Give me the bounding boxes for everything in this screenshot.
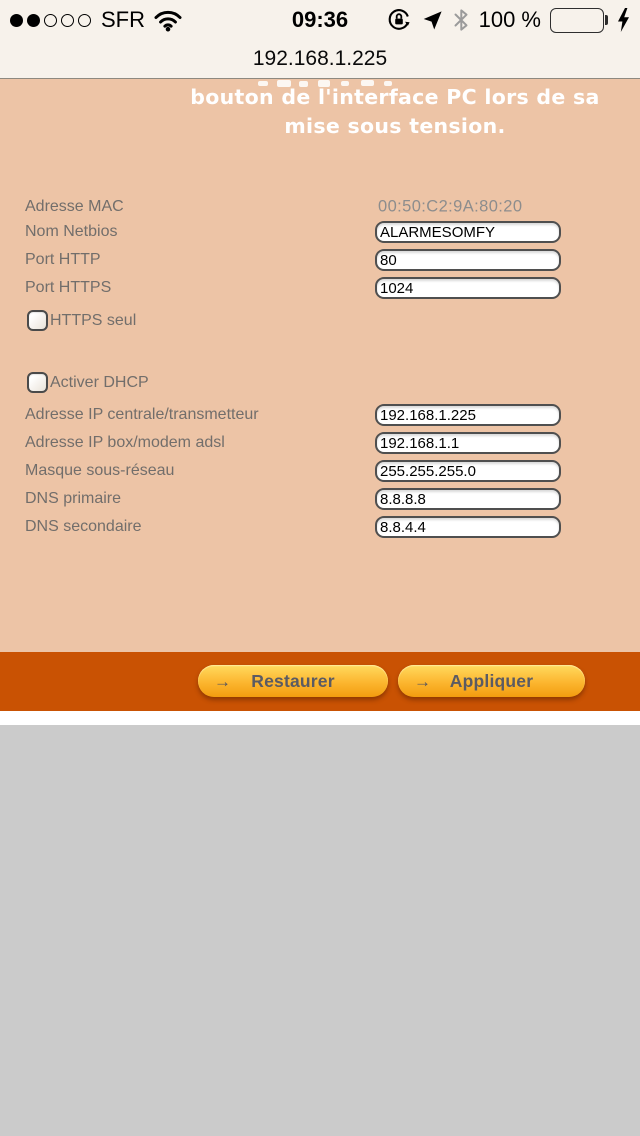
field-label: DNS primaire <box>25 490 122 507</box>
field-label: DNS secondaire <box>25 518 142 535</box>
restaurer-button[interactable] <box>198 665 388 697</box>
field-label: Port HTTP <box>25 251 101 268</box>
browser-empty-area <box>0 725 640 1136</box>
field-label: Adresse MAC <box>25 198 124 215</box>
bluetooth-icon <box>453 8 470 32</box>
url-text[interactable]: 192.168.1.225 <box>252 47 388 70</box>
signal-dot-empty <box>78 14 91 27</box>
page-content <box>0 79 640 652</box>
status-left-group <box>10 0 183 40</box>
ip-box-input[interactable] <box>375 432 561 454</box>
field-label: Port HTTPS <box>25 279 112 296</box>
ip-centrale-input[interactable] <box>375 404 561 426</box>
netmask-input[interactable] <box>375 460 561 482</box>
https-port-input[interactable] <box>375 277 561 299</box>
page-bottom-margin <box>0 711 640 725</box>
field-row-mac <box>0 196 640 218</box>
field-row-https-port <box>0 277 640 299</box>
arrow-icon: → <box>414 671 431 691</box>
wifi-icon <box>153 9 183 32</box>
dhcp-checkbox[interactable] <box>27 372 48 393</box>
http-port-input[interactable] <box>375 249 561 271</box>
dns-secondary-input[interactable] <box>375 516 561 538</box>
url-bar[interactable] <box>0 40 640 79</box>
status-bar <box>0 0 640 40</box>
field-row-ip-centrale <box>0 404 640 426</box>
dns-primary-input[interactable] <box>375 488 561 510</box>
battery-nub <box>605 15 608 25</box>
field-row-netmask <box>0 460 640 482</box>
https-only-checkbox[interactable] <box>27 310 48 331</box>
cell-signal-icon <box>10 14 91 27</box>
heading-line-1: bouton de l'interface PC lors de sa <box>190 85 600 109</box>
https-only-checkbox-row <box>27 310 136 331</box>
appliquer-button-label: Appliquer <box>449 670 534 691</box>
battery-percent-label: 100 % <box>478 7 541 32</box>
field-row-dns-primary <box>0 488 640 510</box>
dhcp-checkbox-row <box>27 372 149 393</box>
signal-dot-empty <box>44 14 57 27</box>
rotation-lock-icon <box>386 7 412 33</box>
field-label: Adresse IP centrale/transmetteur <box>25 406 259 423</box>
battery-icon <box>550 8 608 33</box>
field-row-netbios <box>0 221 640 243</box>
page-heading <box>0 83 640 141</box>
field-row-http-port <box>0 249 640 271</box>
signal-dot-empty <box>61 14 74 27</box>
action-bar <box>0 652 640 711</box>
field-row-dns-secondary <box>0 516 640 538</box>
arrow-icon: → <box>214 671 231 691</box>
field-label: Adresse IP box/modem adsl <box>25 434 225 451</box>
signal-dot-filled <box>10 14 23 27</box>
clock-label: 09:36 <box>291 7 349 32</box>
field-label: Masque sous-réseau <box>25 462 175 479</box>
field-row-ip-box <box>0 432 640 454</box>
checkbox-label: Activer DHCP <box>50 373 149 391</box>
heading-line-2: mise sous tension. <box>284 114 506 138</box>
checkbox-label: HTTPS seul <box>50 311 137 329</box>
charging-bolt-icon <box>617 8 630 32</box>
carrier-label: SFR <box>101 7 145 32</box>
mac-address-value: 00:50:C2:9A:80:20 <box>378 197 523 216</box>
appliquer-button[interactable] <box>398 665 585 697</box>
location-arrow-icon <box>421 9 444 32</box>
netbios-input[interactable] <box>375 221 561 243</box>
restaurer-button-label: Restaurer <box>251 670 335 691</box>
signal-dot-filled <box>27 14 40 27</box>
field-label: Nom Netbios <box>25 223 118 240</box>
status-right-group <box>386 0 630 40</box>
